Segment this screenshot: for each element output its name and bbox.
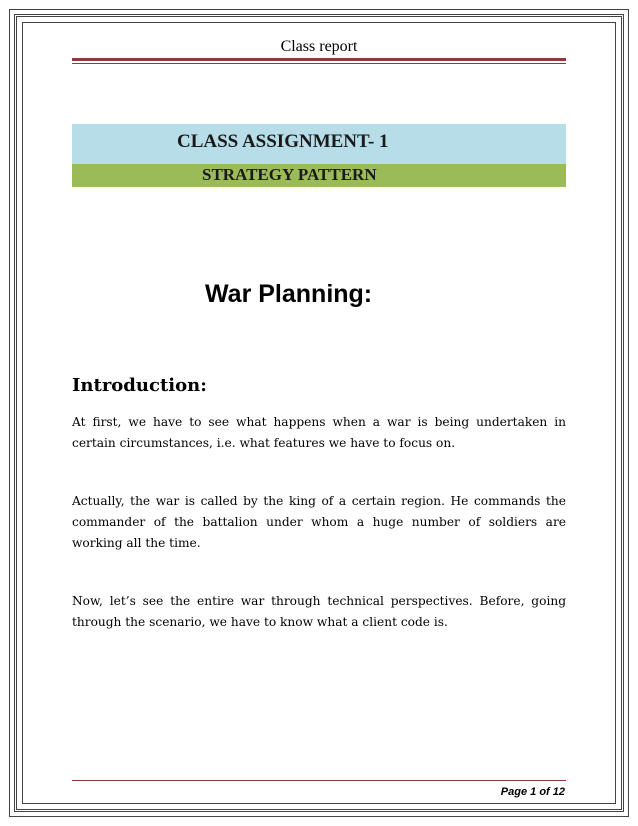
page-header-title: Class report <box>280 38 358 55</box>
paragraph: Now, let’s see the entire war through technical perspectives. Before, going through the scenario, we have to know what a client code is. <box>72 594 566 629</box>
page-number: Page 1 of 12 <box>500 786 565 798</box>
section-heading: Introduction: <box>72 375 207 396</box>
footer-rule <box>72 780 566 781</box>
paragraph: Actually, the war is called by the king of a certain region. He commands the commander of the battalion under whom a huge number of soldiers are working all the time. <box>72 494 566 550</box>
header-rule-thin <box>72 63 566 64</box>
topic-banner: STRATEGY PATTERN <box>72 164 566 187</box>
document-title: War Planning: <box>205 280 373 308</box>
assignment-banner: CLASS ASSIGNMENT- 1 <box>72 124 566 164</box>
paragraph: At first, we have to see what happens when a war is being undertaken in certain circumstances, i.e. what features we have to focus on. <box>72 415 566 450</box>
header-rule <box>72 58 566 61</box>
